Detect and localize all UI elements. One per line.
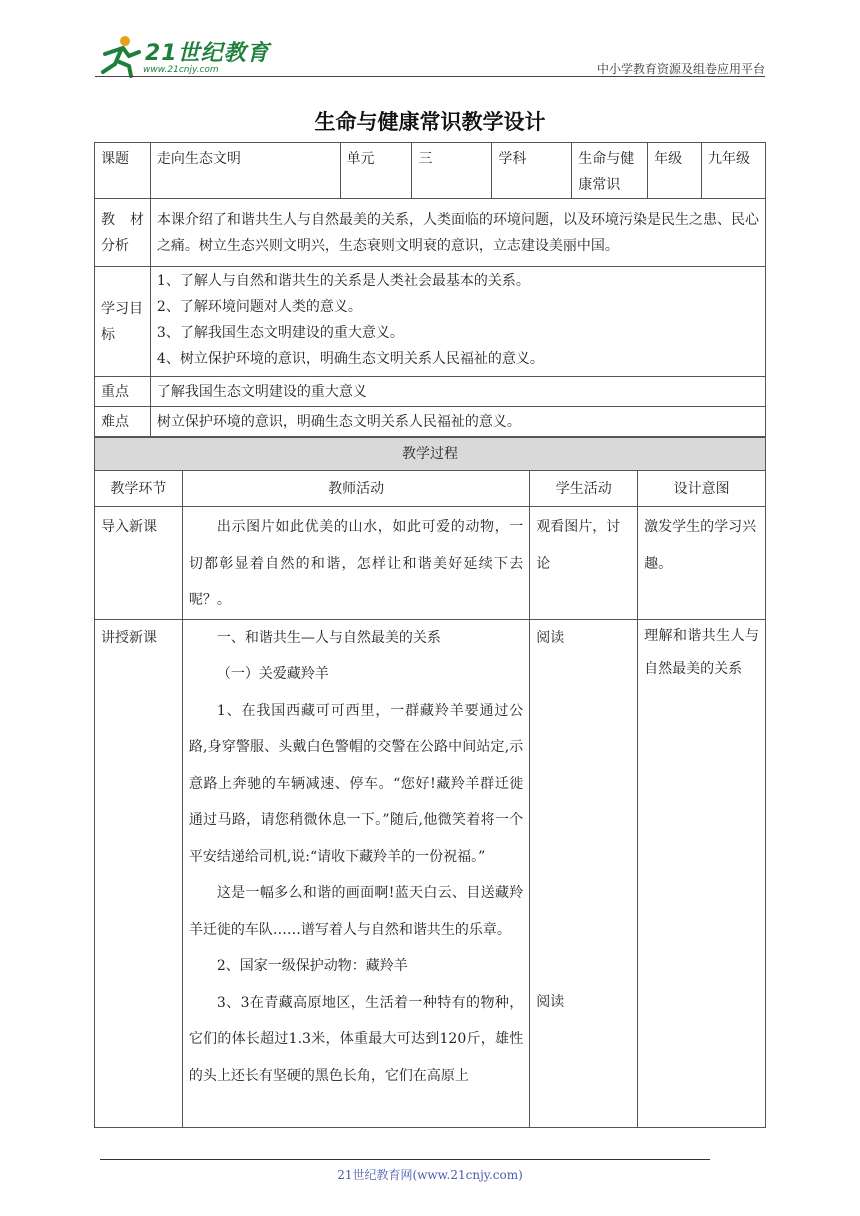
lecture-paragraph: 1、在我国西藏可可西里，一群藏羚羊要通过公路,身穿警服、头戴白色警帽的交警在公路中间站定,示意路上奔驰的车辆减速、停车。“您好!藏羚羊群迁徙通过马路，请您稍微休息一下。”随后,他微笑着将一个平安结递给司机,说:“请收下藏羚羊的一份祝福。” (188, 702, 524, 865)
header-divider (95, 76, 765, 77)
topic-label: 课题 (95, 143, 151, 199)
lecture-paragraph: （一）关爱藏羚羊 (216, 666, 329, 682)
goals-label (95, 267, 151, 377)
intro-stage (95, 507, 183, 620)
unit-value: 三 (412, 143, 492, 199)
lecture-stage-text: 讲授新课 (101, 629, 157, 646)
process-heading-row (95, 438, 766, 471)
analysis-text: 本课介绍了和谐共生人与自然最美的关系，人类面临的环境问题，以及环境污染是民生之患、民心之痛。树立生态兴则文明兴，生态衰则文明衰的意识，立志建设美丽中国。 (150, 199, 765, 267)
lecture-student (530, 619, 638, 1127)
logo-text: 21世纪教育 (145, 41, 270, 66)
page-title: 生命与健康常识教学设计 (314, 109, 546, 134)
key-point-label: 重点 (95, 377, 151, 407)
difficulty-label: 难点 (95, 407, 151, 437)
intro-intent-text: 激发学生的学习兴趣。 (644, 519, 757, 572)
analysis-label: 教 材分析 (95, 199, 151, 267)
logo-url: www.21cnjy.com (143, 65, 219, 75)
lecture-teacher (182, 619, 529, 1127)
lecture-row (95, 619, 766, 1127)
analysis-row (95, 199, 766, 267)
subject-label: 学科 (492, 143, 572, 199)
footer-divider (100, 1159, 710, 1160)
lecture-intent (638, 619, 766, 1127)
page-footer: 21世纪教育网(www.21cnjy.com) (337, 1168, 523, 1182)
goal-item: 3、了解我国生态文明建设的重大意义。 (156, 325, 404, 341)
intro-student-text: 观看图片，讨论 (536, 519, 621, 572)
intro-teacher-text: 出示图片如此优美的山水，如此可爱的动物，一切都彰显着自然的和谐，怎样让和谐美好延续下去呢？。 (188, 519, 524, 608)
goal-item: 2、了解环境问题对人类的意义。 (156, 299, 362, 315)
goals-list (150, 267, 765, 377)
difficulty-text: 树立保护环境的意识，明确生态文明关系人民福祉的意义。 (150, 407, 765, 437)
lecture-paragraph: 3、3在青藏高原地区，生活着一种特有的物种，它们的体长超过1.3米，体重最大可达到120斤，雄性的头上还长有坚硬的黑色长角，它们在高原上 (188, 994, 524, 1084)
column-header: 教学环节 (95, 471, 183, 507)
intro-student (530, 507, 638, 620)
grade-label: 年级 (648, 143, 702, 199)
process-table (94, 437, 766, 1128)
column-header: 学生活动 (530, 471, 638, 507)
goal-item: 4、树立保护环境的意识，明确生态文明关系人民福祉的意义。 (156, 351, 544, 367)
info-row (95, 143, 766, 199)
lecture-intent-text: 理解和谐共生人与自然最美的关系 (644, 627, 759, 677)
lecture-student-text: 阅读 (536, 629, 565, 646)
intro-row (95, 507, 766, 620)
runner-logo-icon (95, 34, 143, 78)
goal-item: 1、了解人与自然和谐共生的关系是人类社会最基本的关系。 (156, 273, 530, 289)
lecture-paragraph: 一、和谐共生—人与自然最美的关系 (216, 629, 441, 646)
goals-label-text: 学习目标 (101, 300, 143, 343)
intro-stage-text: 导入新课 (101, 519, 157, 535)
key-point-text: 了解我国生态文明建设的重大意义 (150, 377, 765, 407)
info-table (94, 142, 766, 437)
intro-intent (638, 507, 766, 620)
goals-row (95, 267, 766, 377)
intro-teacher (182, 507, 529, 620)
key-point-row (95, 377, 766, 407)
difficulty-row (95, 407, 766, 437)
platform-name: 中小学教育资源及组卷应用平台 (596, 62, 765, 76)
column-header: 设计意图 (638, 471, 766, 507)
subject-value: 生命与健康常识 (572, 143, 648, 199)
lecture-student-text: 阅读 (536, 994, 565, 1010)
logo (95, 34, 270, 78)
column-header: 教师活动 (182, 471, 529, 507)
column-header-row (95, 471, 766, 507)
unit-label: 单元 (340, 143, 412, 199)
lecture-paragraph: 这是一幅多么和谐的画面啊!蓝天白云、目送藏羚羊迁徙的车队……谱写着人与自然和谐共生的乐章。 (188, 885, 524, 938)
lecture-stage (95, 619, 183, 1127)
topic-value: 走向生态文明 (150, 143, 340, 199)
process-heading: 教学过程 (95, 438, 766, 471)
lecture-paragraph: 2、国家一级保护动物：藏羚羊 (216, 958, 408, 974)
page-header (95, 30, 765, 80)
grade-value: 九年级 (702, 143, 766, 199)
